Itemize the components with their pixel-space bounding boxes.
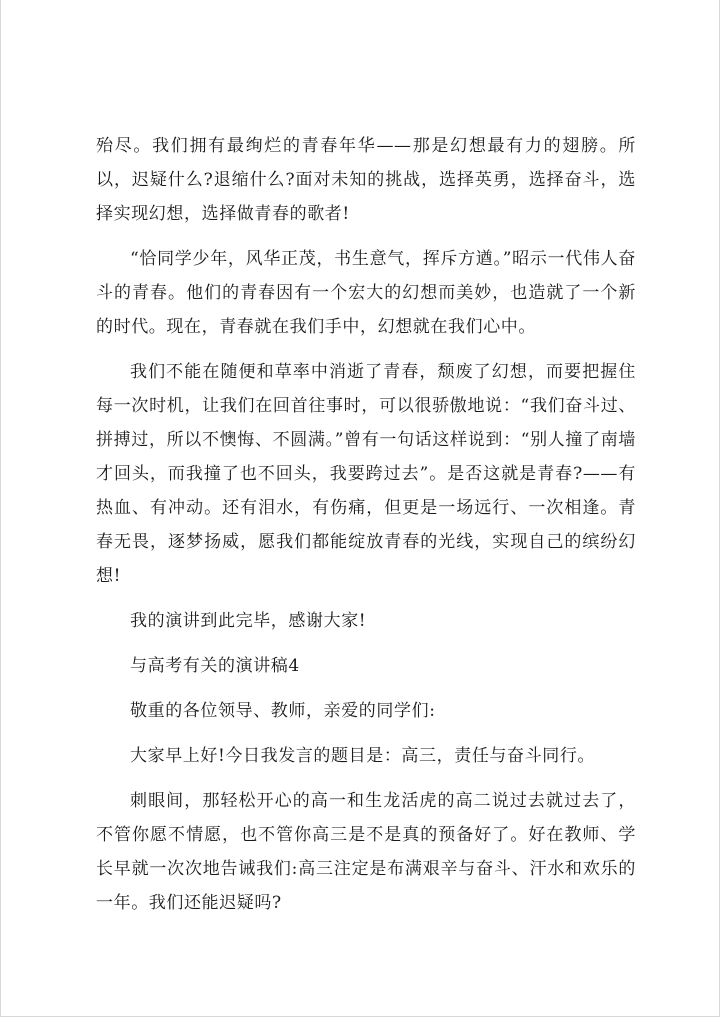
document-body	[96, 129, 636, 931]
paragraph-senior-year: 刺眼间，那轻松开心的高一和生龙活虎的高二说过去就过去了，不管你愿不情愿，也不管你高三是不是真的预备好了。好在教师、学长早就一次次地告诫我们:高三注定是布满艰辛与奋斗、汗水和欢乐的一年。我们还能迟疑吗?	[96, 791, 636, 913]
section-heading: 与高考有关的演讲稿4	[130, 656, 300, 676]
paragraph-quote: “恰同学少年，风华正茂，书生意气，挥斥方遒。”昭示一代伟人奋斗的青春。他们的青春因有一个宏大的幻想而美妙，也造就了一个新的时代。现在，青春就在我们手中，幻想就在我们心中。	[96, 249, 636, 337]
paragraph-continuation: 殆尽。我们拥有最绚烂的青春年华——那是幻想最有力的翅膀。所以，迟疑什么?退缩什么?面对未知的挑战，选择英勇，选择奋斗，选择实现幻想，选择做青春的歌者!	[96, 136, 636, 224]
greeting: 大家早上好!今日我发言的题目是：高三，责任与奋斗同行。	[130, 746, 596, 766]
paragraph-closing: 我的演讲到此完毕，感谢大家!	[130, 611, 367, 631]
paragraph-youth: 我们不能在随便和草率中消逝了青春，颓废了幻想，而要把握住每一次时机，让我们在回首往事时，可以很骄傲地说：“我们奋斗过、拼搏过，所以不懊悔、不圆满。”曾有一句话这样说到：“别人撞了南墙才回头，而我撞了也不回头，我要跨过去”。是否这就是青春?——有热血、有冲动。还有泪水，有伤痛，但更是一场远行、一次相逢。青春无畏，逐梦扬威，愿我们都能绽放青春的光线，实现自己的缤纷幻想!	[96, 362, 636, 586]
salutation: 敬重的各位领导、教师，亲爱的同学们:	[130, 701, 436, 721]
